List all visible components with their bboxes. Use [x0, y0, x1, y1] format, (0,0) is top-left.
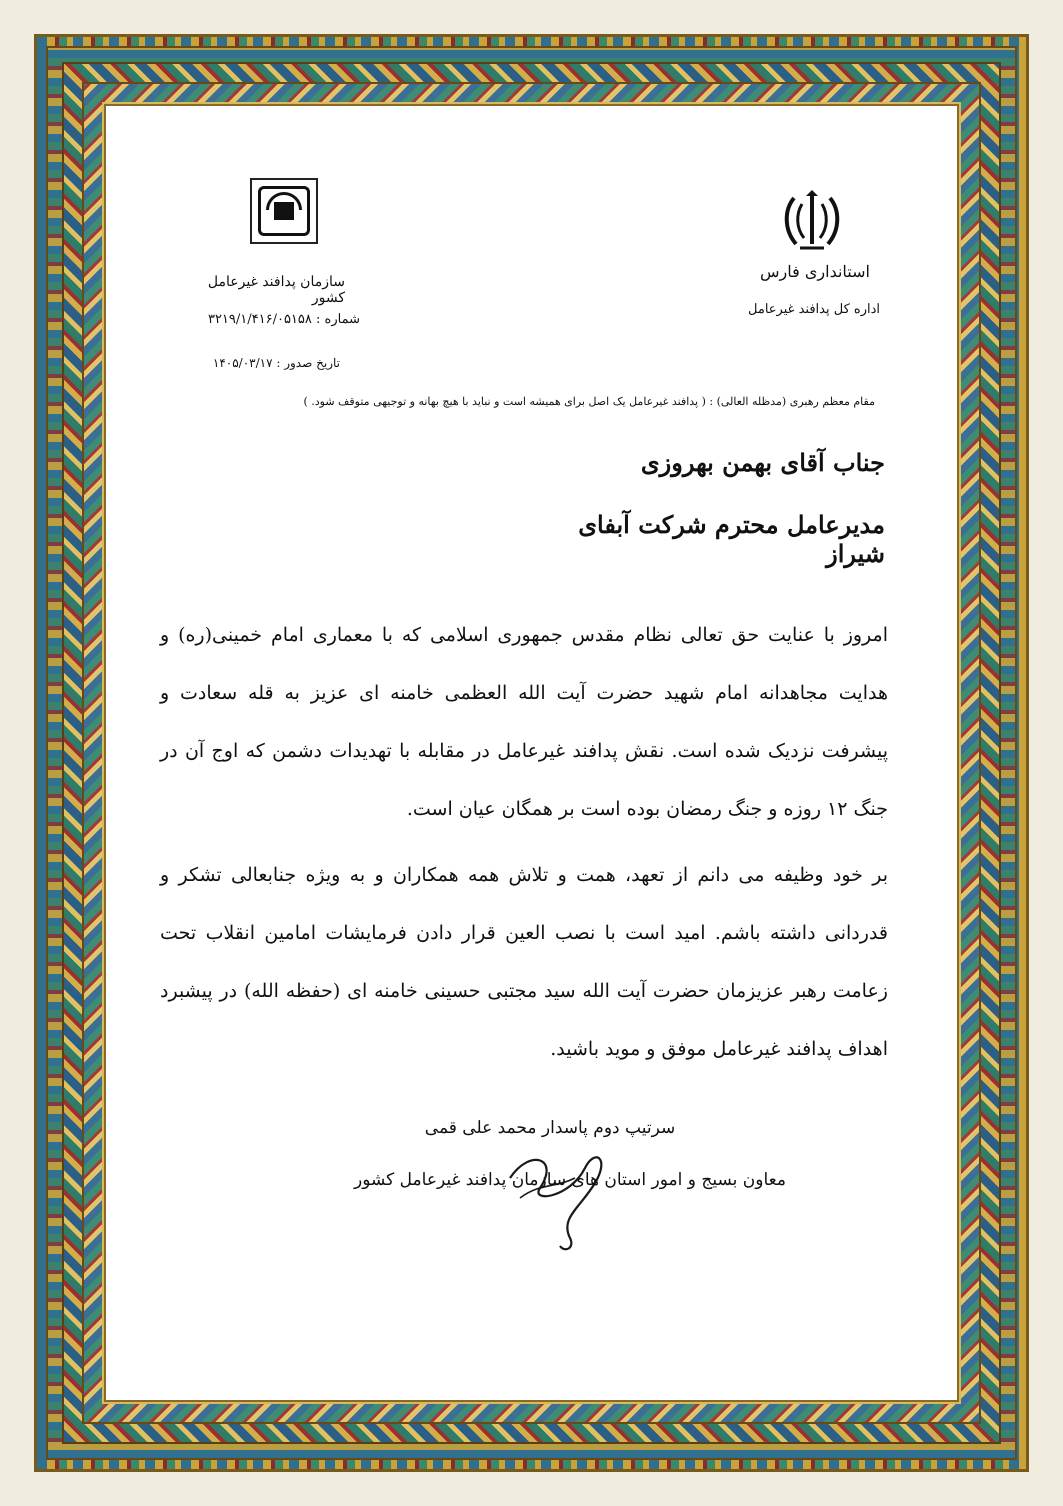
signer-name: سرتیپ دوم پاسدار محمد علی قمی: [424, 1118, 676, 1138]
province-title: استانداری فارس: [760, 262, 870, 281]
recipient-position: مدیرعامل محترم شرکت آبفای شیراز: [578, 510, 885, 568]
body-paragraph-2: بر خود وظیفه می دانم از تعهد، همت و تلاش همه همکاران و به ویژه جنابعالی تشکر و قدردانی داشته باشم. امید است با نصب العین قرار دادن فرمایشات امامین انقلاب تحت زعامت رهبر عزیزمان حضرت آیت الله سید مجتبی حسینی خامنه ای (حفظه الله) در پیشبرد اهداف پدافند غیرعامل موفق و موید باشید.: [160, 864, 888, 1060]
body-paragraph-1: امروز با عنایت حق تعالی نظام مقدس جمهوری اسلامی که با معماری امام خمینی(ره) و هدایت مجاهدانه امام شهید حضرت آیت الله العظمی خامنه ای عزیز به قله سعادت و پیشرفت نزدیک شده است. نقش پدافند غیرعامل در مقابله با تهدیدات دشمن که اوج آن در جنگ ۱۲ روزه و جنگ رمضان بوده است بر همگان عیان است.: [160, 624, 888, 820]
organization-logo-icon: [250, 178, 318, 244]
organization-name: سازمان پدافند غیرعامل کشور: [207, 274, 345, 306]
issue-date: تاریخ صدور : ۱۴۰۵/۰۳/۱۷: [212, 356, 340, 370]
recipient-name: جناب آقای بهمن بهروزی: [640, 448, 885, 477]
letter-number: شماره : ۳۲۱۹/۱/۴۱۶/۰۵۱۵۸: [207, 312, 360, 327]
signer-title: معاون بسیج و امور استان های سازمان پدافند غیرعامل کشور: [354, 1170, 786, 1190]
iran-emblem-icon: [782, 190, 842, 254]
department-title: اداره کل پدافند غیرعامل: [748, 302, 880, 317]
leader-quote: مقام معظم رهبری (مدظله العالی) : ( پدافند غیرعامل یک اصل برای همیشه است و نباید با هیچ بهانه و توجیهی متوقف شود. ): [303, 395, 875, 408]
handwritten-signature-icon: [500, 1128, 620, 1258]
